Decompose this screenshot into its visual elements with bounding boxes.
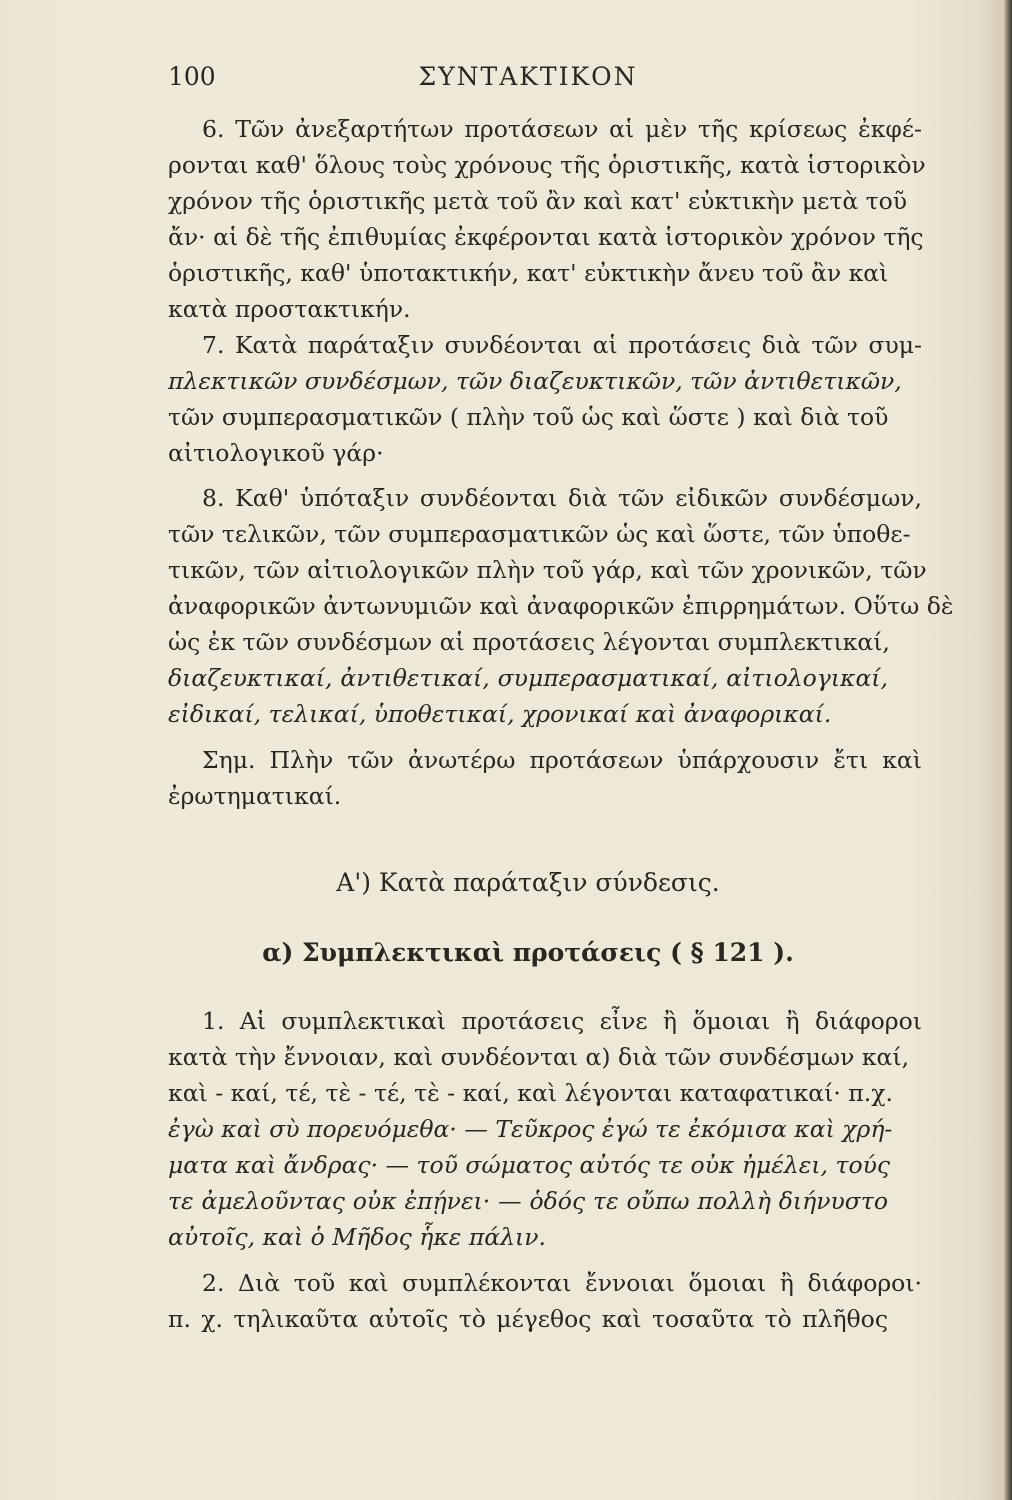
note-line: ἐρωτηματικαί. [168,782,342,810]
running-title: ΣΥΝΤΑΚΤΙΚΟΝ [418,62,638,91]
text-line: 1. Αἱ συμπλεκτικαὶ προτάσεις εἶνε ἢ ὅμοιαι ἢ διάφοροι [202,1007,922,1035]
text-line: κατὰ τὴν ἔννοιαν, καὶ συνδέονται α) διὰ τῶν συνδέσμων καί, [168,1043,910,1071]
text-line: ἄν· αἱ δὲ τῆς ἐπιθυμίας ἐκφέρονται κατὰ ἱστορικὸν χρόνον τῆς [168,223,924,251]
text-line: τε ἀμελοῦντας οὐκ ἐπῄνει· — ὁδός τε οὔπω πολλὴ διήνυστο [168,1187,888,1215]
text-line: αὐτοῖς, καὶ ὁ Μῆδος ἧκε πάλιν. [168,1223,547,1251]
text-line: 2. Διὰ τοῦ καὶ συμπλέκονται ἔννοιαι ὅμοιαι ἢ διάφοροι· [202,1269,922,1297]
text-line: 6. Τῶν ἀνεξαρτήτων προτάσεων αἱ μὲν τῆς κρίσεως ἐκφέ- [202,115,922,143]
text-line: ἐγὼ καὶ σὺ πορευόμεθα· — Τεῦκρος ἐγώ τε ἐκόμισα καὶ χρή- [168,1115,893,1143]
page-header [168,62,888,102]
text-line: καὶ - καί, τέ, τὲ - τέ, τὲ - καί, καὶ λέγονται καταφατικαί· π.χ. [168,1079,893,1107]
text-line: 8. Καθ' ὑπόταξιν συνδέονται διὰ τῶν εἰδικῶν συνδέσμων, [202,484,922,512]
text-line: π. χ. τηλικαῦτα αὐτοῖς τὸ μέγεθος καὶ τοσαῦτα τὸ πλῆθος [168,1305,888,1333]
text-line: ματα καὶ ἄνδρας· — τοῦ σώματος αὐτός τε οὐκ ἠμέλει, τούς [168,1151,891,1179]
text-line: ρονται καθ' ὅλους τοὺς χρόνους τῆς ὁριστικῆς, κατὰ ἱστορικὸν [168,151,926,179]
text-line: κατὰ προστακτικήν. [168,295,411,323]
section-heading: Α') Κατὰ παράταξιν σύνδεσις. [336,868,720,897]
note-line: Σημ. Πλὴν τῶν ἀνωτέρω προτάσεων ὑπάρχουσιν ἔτι καὶ [202,746,922,774]
text-line: πλεκτικῶν συνδέσμων, τῶν διαζευκτικῶν, τῶν ἀντιθετικῶν, [168,367,902,395]
subsection-heading: α) Συμπλεκτικαὶ προτάσεις ( § 121 ). [262,938,794,967]
text-line: χρόνον τῆς ὁριστικῆς μετὰ τοῦ ἂν καὶ κατ' εὐκτικὴν μετὰ τοῦ [168,187,908,215]
page-number: 100 [168,62,216,91]
text-line: εἰδικαί, τελικαί, ὑποθετικαί, χρονικαί καὶ ἀναφορικαί. [168,700,832,728]
text-line: διαζευκτικαί, ἀντιθετικαί, συμπερασματικαί, αἰτιολογικαί, [168,664,888,692]
text-line: 7. Κατὰ παράταξιν συνδέονται αἱ προτάσεις διὰ τῶν συμ- [202,331,922,359]
text-line: ὡς ἐκ τῶν συνδέσμων αἱ προτάσεις λέγονται συμπλεκτικαί, [168,628,890,656]
text-line: ὁριστικῆς, καθ' ὑποτακτικήν, κατ' εὐκτικὴν ἄνευ τοῦ ἂν καὶ [168,259,889,287]
text-line: ἀναφορικῶν ἀντωνυμιῶν καὶ ἀναφορικῶν ἐπιρρημάτων. Οὕτω δὲ [168,592,954,620]
text-line: τῶν συμπερασματικῶν ( πλὴν τοῦ ὡς καὶ ὥστε ) καὶ διὰ τοῦ [168,403,889,431]
text-line: τικῶν, τῶν αἰτιολογικῶν πλὴν τοῦ γάρ, καὶ τῶν χρονικῶν, τῶν [168,556,927,584]
page-edge [1004,0,1012,1500]
text-line: τῶν τελικῶν, τῶν συμπερασματικῶν ὡς καὶ ὥστε, τῶν ὑποθε- [168,520,911,548]
text-line: αἰτιολογικοῦ γάρ· [168,439,384,467]
